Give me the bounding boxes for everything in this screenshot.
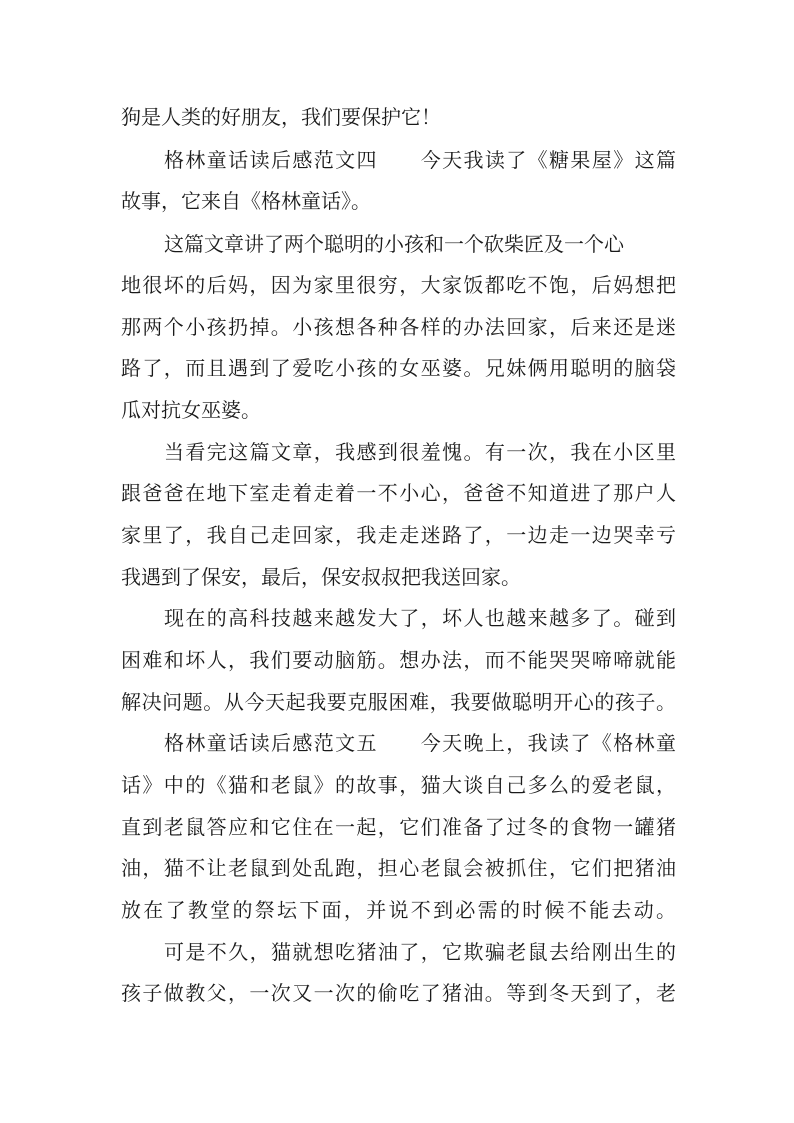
text-line: 当看完这篇文章，我感到很羞愧。有一次，我在小区里 (164, 440, 678, 464)
text-line: 放在了教堂的祭坛下面，并说不到必需的时候不能去动。 (121, 898, 679, 922)
text-line: 家里了，我自己走回家，我走走迷路了，一边走一边哭幸亏 (121, 523, 678, 547)
text-line: 我遇到了保安，最后，保安叔叔把我送回家。 (121, 565, 521, 589)
text-line: 狗是人类的好朋友，我们要保护它！ (121, 105, 441, 129)
text-line: 瓜对抗女巫婆。 (121, 398, 261, 422)
text-line: 地很坏的后妈，因为家里很穷，大家饭都吃不饱，后妈想把 (121, 273, 678, 297)
text-line: 现在的高科技越来越发大了，坏人也越来越多了。碰到 (164, 606, 678, 630)
text-line: 孩子做教父，一次又一次的偷吃了猪油。等到冬天到了，老 (121, 981, 678, 1005)
text-line: 故事，它来自《格林童话》。 (121, 189, 371, 213)
text-line: 话》中的《猫和老鼠》的故事，猫大谈自己多么的爱老鼠， (121, 773, 678, 797)
text-line: 跟爸爸在地下室走着走着一不小心，爸爸不知道进了那户人 (121, 481, 678, 505)
text-line: 那两个小孩扔掉。小孩想各种各样的办法回家，后来还是迷 (121, 315, 678, 339)
text-line: 可是不久，猫就想吃猪油了，它欺骗老鼠去给刚出生的 (164, 940, 678, 964)
text-line: 困难和坏人，我们要动脑筋。想办法，而不能哭哭啼啼就能 (121, 648, 678, 672)
text-line: 直到老鼠答应和它住在一起，它们准备了过冬的食物一罐猪 (121, 815, 678, 839)
text-line: 这篇文章讲了两个聪明的小孩和一个砍柴匠及一个心 (164, 232, 624, 256)
text-line: 格林童话读后感范文四 今天我读了《糖果屋》这篇 (164, 148, 678, 172)
text-line: 油，猫不让老鼠到处乱跑，担心老鼠会被抓住，它们把猪油 (121, 856, 678, 880)
text-line: 解决问题。从今天起我要克服困难，我要做聪明开心的孩子。 (121, 690, 677, 714)
text-line: 路了，而且遇到了爱吃小孩的女巫婆。兄妹俩用聪明的脑袋 (121, 356, 678, 380)
text-line: 格林童话读后感范文五 今天晚上，我读了《格林童 (164, 731, 678, 755)
